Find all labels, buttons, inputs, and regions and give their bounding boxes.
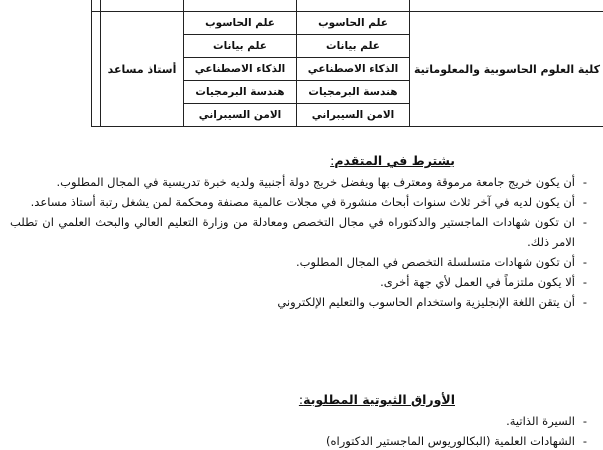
college-cell: كلية العلوم الحاسوبية والمعلوماتية [410, 12, 603, 127]
specialty-cell: علم بيانات [297, 35, 410, 58]
specialty-cell: علم بيانات [184, 35, 297, 58]
list-item-text: أن يتقن اللغة الإنجليزية واستخدام الحاسوب والتعليم الإلكتروني [277, 295, 575, 309]
list-item [10, 252, 603, 272]
header-cell [184, 0, 297, 12]
header-cell [92, 0, 101, 12]
specialty-cell: علم الحاسوب [297, 12, 410, 35]
specialty-cell: هندسة البرمجيات [297, 81, 410, 104]
list-item [10, 292, 603, 312]
bullet-dash-icon: - [582, 434, 587, 448]
list-item-text: أن تكون شهادات متسلسلة التخصص في المجال المطلوب. [295, 255, 575, 269]
rank-cell: أستاذ مساعد [101, 12, 184, 127]
list-item [10, 172, 603, 192]
documents-list [10, 411, 603, 450]
requirements-heading-colon: : [330, 153, 335, 168]
specialty-cell: الذكاء الاصطناعي [184, 58, 297, 81]
bullet-dash-icon: - [582, 295, 587, 309]
bullet-dash-icon: - [582, 175, 587, 189]
specialty-cell: الامن السيبراني [297, 104, 410, 127]
bullet-dash-icon: - [582, 195, 587, 209]
positions-table [91, 0, 603, 127]
documents-heading-colon: : [298, 392, 304, 407]
requirements-heading-text: يشترط في المتقدم [334, 153, 455, 168]
requirements-list [10, 172, 603, 312]
specialty-cell: علم الحاسوب [184, 12, 297, 35]
header-cell [297, 0, 410, 12]
table-header-row [92, 0, 603, 12]
documents-heading-text: الأوراق الثبوتية المطلوبة [303, 392, 455, 407]
specialty-cell: الامن السيبراني [184, 104, 297, 127]
list-item-text: ان تكون شهادات الماجستير والدكتوراه في مجال التخصص ومعادلة من وزارة التعليم العالي والبحث العلمي ان تطلب الامر ذلك. [10, 215, 575, 249]
list-item-text: أن يكون خريج جامعة مرموقة ومعترف بها ويفضل خريج دولة أجنبية ولديه خبرة تدريسية في المجال المطلوب. [56, 175, 575, 189]
edge-cell [92, 12, 101, 127]
bullet-dash-icon: - [582, 414, 587, 428]
list-item-text: السيرة الذاتية. [506, 414, 575, 428]
bullet-dash-icon: - [582, 275, 587, 289]
requirements-heading [330, 153, 455, 168]
list-item-text: ألا يكون ملتزماً في العمل لأي جهة أخرى. [380, 275, 575, 289]
list-item [10, 431, 603, 450]
list-item-text: أن يكون لديه في آخر ثلاث سنوات أبحاث منشورة في مجلات عالمية مصنفة ومحكمة لمن يشغل رتبة أستاذ مساعد. [30, 195, 575, 209]
bullet-dash-icon: - [582, 215, 587, 229]
specialty-cell: هندسة البرمجيات [184, 81, 297, 104]
table-row [92, 12, 603, 35]
list-item [10, 212, 603, 252]
header-cell [101, 0, 184, 12]
header-cell [410, 0, 603, 12]
list-item [10, 272, 603, 292]
documents-heading [299, 392, 455, 407]
list-item [10, 192, 603, 212]
list-item-text: الشهادات العلمية (البكالوريوس الماجستير الدكتوراه) [326, 434, 575, 448]
specialty-cell: الذكاء الاصطناعي [297, 58, 410, 81]
list-item [10, 411, 603, 431]
bullet-dash-icon: - [582, 255, 587, 269]
